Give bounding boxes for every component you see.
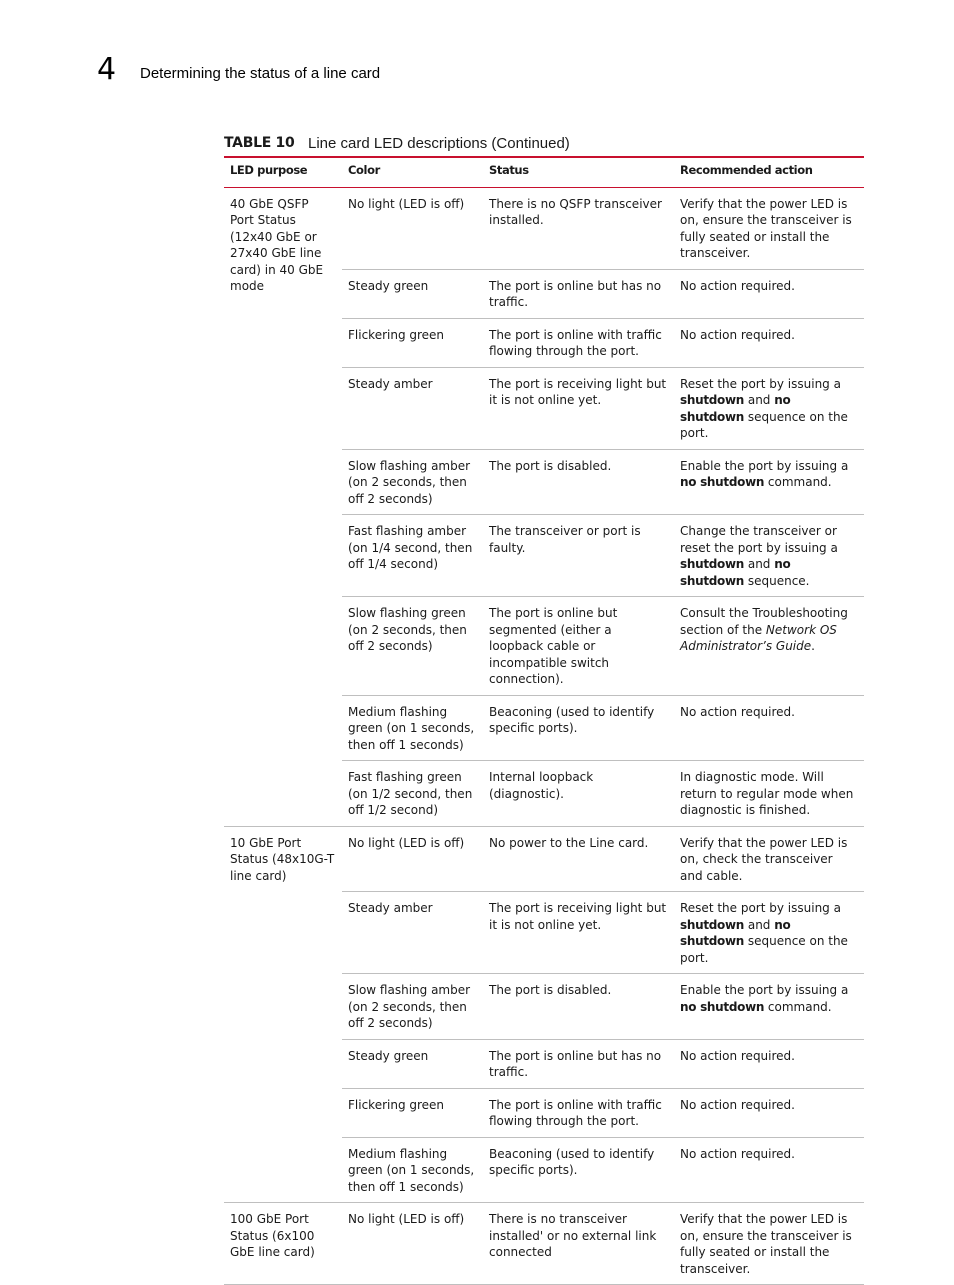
action-text: No action required. [680,1146,795,1161]
action-text: No action required. [680,1097,795,1112]
action-text: command. [764,999,832,1014]
status-cell: The port is online but segmented (either a loopback cable or incompatible switch connection). [483,597,674,696]
action-text: command. [764,475,832,489]
table-row [224,1203,864,1285]
recommended-action-cell [674,187,864,269]
led-purpose-cell: 100 GbE Port Status (6x100 GbE line card) [224,1203,342,1285]
command-text: no shutdown [680,999,765,1014]
table-row [224,826,864,892]
action-text: and [744,917,775,932]
status-cell: There is no transceiver installed' or no external link connected [483,1203,674,1285]
document-title-text: Network OS Administrator’s Guide [680,622,837,653]
color-cell: Flickering green [342,318,483,367]
action-text: In diagnostic mode. Will return to regular mode when diagnostic is finished. [680,770,854,817]
table-title: Line card LED descriptions (Continued) [308,135,570,152]
action-text: No action required. [680,327,795,342]
status-cell: The port is disabled. [483,449,674,515]
led-description-table [224,158,864,1285]
color-cell: Slow flashing amber (on 2 seconds, then off 2 seconds) [342,449,483,515]
command-text: shutdown [680,557,745,571]
status-cell: The port is disabled. [483,974,674,1040]
status-cell: Internal loopback (diagnostic). [483,761,674,827]
action-text: sequence. [744,573,810,588]
recommended-action-cell [674,826,864,892]
action-text: Change the transceiver or reset the port by issuing a [680,524,838,555]
led-purpose-cell: 10 GbE Port Status (48x10G-T line card) [224,826,342,1203]
color-cell: Steady amber [342,367,483,449]
recommended-action-cell [674,695,864,761]
command-text: no shutdown [680,917,791,948]
action-text: . [811,639,815,653]
status-cell: The port is online but has no traffic. [483,1039,674,1088]
color-cell: Fast flashing amber (on 1/4 second, then off 1/4 second) [342,515,483,597]
recommended-action-cell [674,1088,864,1137]
recommended-action-cell [674,892,864,974]
table-row [224,187,864,269]
recommended-action-cell [674,449,864,515]
recommended-action-cell [674,1137,864,1203]
status-cell: The port is online but has no traffic. [483,269,674,318]
action-text: Reset the port by issuing a [680,901,841,915]
recommended-action-cell [674,1039,864,1088]
action-text: and [744,557,775,571]
recommended-action-cell [674,367,864,449]
action-text: No action required. [680,278,795,293]
color-cell: Flickering green [342,1088,483,1137]
chapter-title: Determining the status of a line card [140,65,381,82]
action-text: No action required. [680,1048,795,1063]
status-cell: The port is receiving light but it is not online yet. [483,892,674,974]
table-header-row [224,158,864,187]
command-text: shutdown [680,917,745,932]
action-text: Verify that the power LED is on, ensure the transceiver is fully seated or install the transceiver. [680,196,852,260]
color-cell: No light (LED is off) [342,187,483,269]
color-cell: Steady amber [342,892,483,974]
command-text: no shutdown [680,475,765,489]
recommended-action-cell [674,515,864,597]
color-cell: Medium flashing green (on 1 seconds, then off 1 seconds) [342,695,483,761]
table-body [224,187,864,1285]
column-header-recommended-action: Recommended action [674,158,864,187]
action-text: Enable the port by issuing a [680,458,849,473]
action-text: Reset the port by issuing a [680,376,841,391]
status-cell: The port is online with traffic flowing through the port. [483,318,674,367]
recommended-action-cell [674,974,864,1040]
recommended-action-cell [674,597,864,696]
column-header-status: Status [483,158,674,187]
column-header-led-purpose: LED purpose [224,158,342,187]
action-text: sequence on the port. [680,409,848,440]
column-header-color: Color [342,158,483,187]
table-label: TABLE 10 [224,135,295,151]
color-cell: Steady green [342,269,483,318]
action-text: and [744,393,775,407]
status-cell: There is no QSFP transceiver installed. [483,187,674,269]
color-cell: Medium flashing green (on 1 seconds, then off 1 seconds) [342,1137,483,1203]
command-text: shutdown [680,393,745,407]
action-text: Enable the port by issuing a [680,983,849,997]
action-text: No action required. [680,704,795,719]
recommended-action-cell [674,1203,864,1285]
color-cell: Slow flashing amber (on 2 seconds, then off 2 seconds) [342,974,483,1040]
color-cell: Fast flashing green (on 1/2 second, then off 1/2 second) [342,761,483,827]
status-cell: Beaconing (used to identify specific ports). [483,695,674,761]
action-text: Verify that the power LED is on, ensure the transceiver is fully seated or install the transceiver. [680,1212,852,1276]
recommended-action-cell [674,269,864,318]
color-cell: Slow flashing green (on 2 seconds, then off 2 seconds) [342,597,483,696]
color-cell: Steady green [342,1039,483,1088]
recommended-action-cell [674,761,864,827]
table-caption [224,134,864,158]
led-purpose-cell: 40 GbE QSFP Port Status (12x40 GbE or 27x40 GbE line card) in 40 GbE mode [224,187,342,826]
recommended-action-cell [674,318,864,367]
command-text: no shutdown [680,393,791,424]
action-text: Consult the Troubleshooting section of the [680,606,848,637]
action-text: Verify that the power LED is on, check the transceiver and cable. [680,835,848,883]
command-text: no shutdown [680,557,791,588]
status-cell: The port is online with traffic flowing through the port. [483,1088,674,1137]
action-text: sequence on the port. [680,934,848,965]
status-cell: Beaconing (used to identify specific ports). [483,1137,674,1203]
color-cell: No light (LED is off) [342,1203,483,1285]
color-cell: No light (LED is off) [342,826,483,892]
status-cell: The transceiver or port is faulty. [483,515,674,597]
status-cell: No power to the Line card. [483,826,674,892]
status-cell: The port is receiving light but it is not online yet. [483,367,674,449]
chapter-number: 4 [97,52,117,87]
